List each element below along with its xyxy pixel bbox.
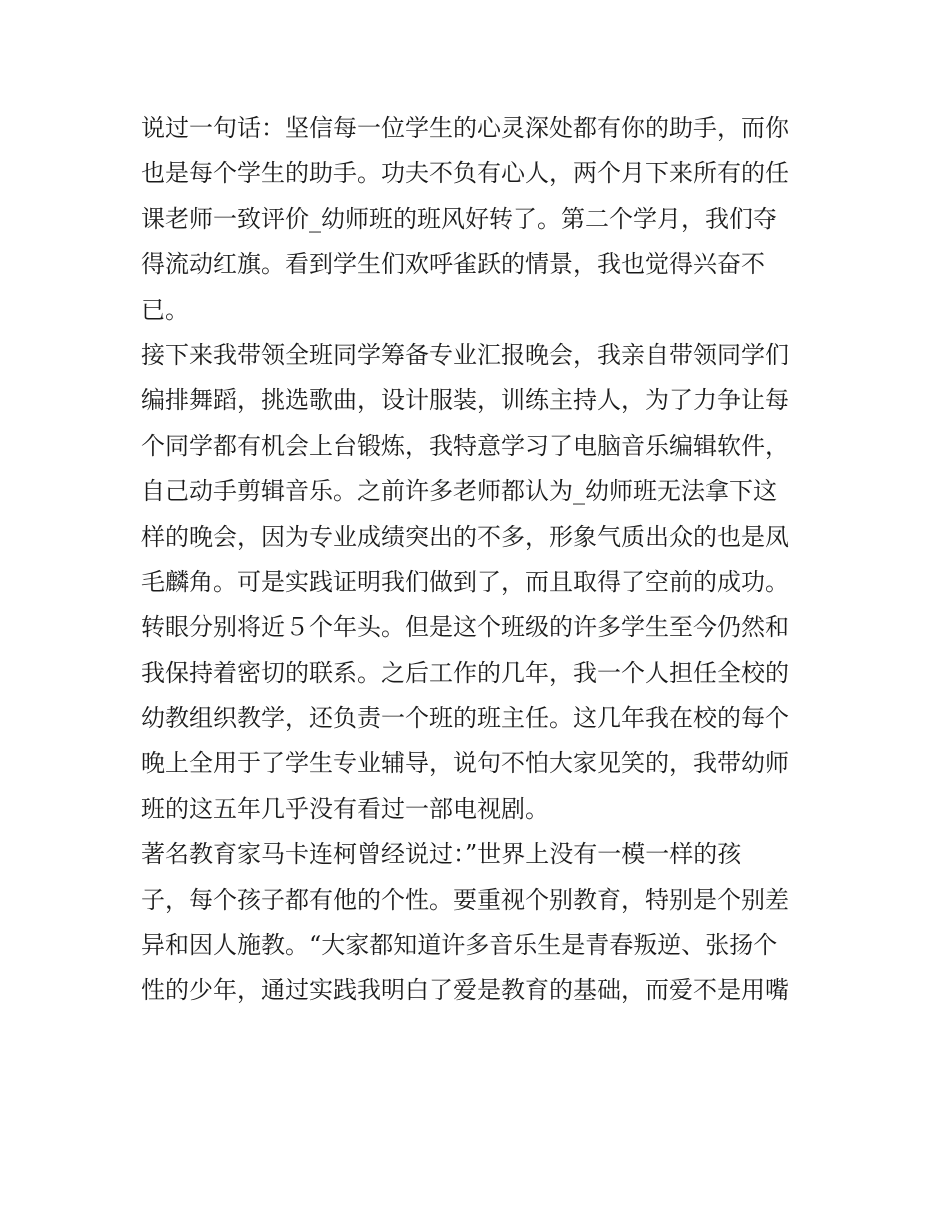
text-line: 班的这五年几乎没有看过一部电视剧。	[141, 794, 549, 823]
body-text	[141, 106, 821, 1014]
text-line: 也是每个学生的助手。功夫不负有心人，两个月下来所有的任	[141, 159, 789, 188]
text-line: 子，每个孩子都有他的个性。要重视个别教育，特别是个别差	[141, 885, 789, 914]
text-line: 说过一句话：坚信每一位学生的心灵深处都有你的助手，而你	[141, 114, 789, 142]
text-line: 课老师一致评价_幼师班的班风好转了。第二个学月，我们夺	[141, 204, 777, 233]
text-line: 得流动红旗。看到学生们欢呼雀跃的情景，我也觉得兴奋不	[141, 250, 765, 279]
text-line: 转眼分别将近５个年头。但是这个班级的许多学生至今仍然和	[141, 613, 789, 642]
text-line: 异和因人施教。“大家都知道许多音乐生是青春叛逆、张扬个	[141, 931, 778, 960]
text-line: 晚上全用于了学生专业辅导，说句不怕大家见笑的，我带幼师	[141, 749, 789, 778]
text-line: 毛麟角。可是实践证明我们做到了，而且取得了空前的成功。	[141, 567, 789, 596]
text-line: 接下来我带领全班同学筹备专业汇报晚会，我亲自带领同学们	[141, 340, 789, 369]
text-line: 个同学都有机会上台锻炼，我特意学习了电脑音乐编辑软件，	[141, 431, 789, 460]
text-line: 幼教组织教学，还负责一个班的班主任。这几年我在校的每个	[141, 704, 789, 733]
text-line: 著名教育家马卡连柯曾经说过：”世界上没有一模一样的孩	[141, 840, 742, 869]
text-line: 自己动手剪辑音乐。之前许多老师都认为_幼师班无法拿下这	[141, 477, 777, 506]
text-line: 已。	[141, 295, 189, 324]
text-line: 我保持着密切的联系。之后工作的几年，我一个人担任全校的	[141, 658, 789, 687]
text-line: 样的晚会，因为专业成绩突出的不多，形象气质出众的也是凤	[141, 522, 789, 551]
text-line: 编排舞蹈，挑选歌曲，设计服装，训练主持人，为了力争让每	[141, 386, 789, 415]
text-line: 性的少年，通过实践我明白了爱是教育的基础，而爱不是用嘴	[141, 976, 789, 1005]
